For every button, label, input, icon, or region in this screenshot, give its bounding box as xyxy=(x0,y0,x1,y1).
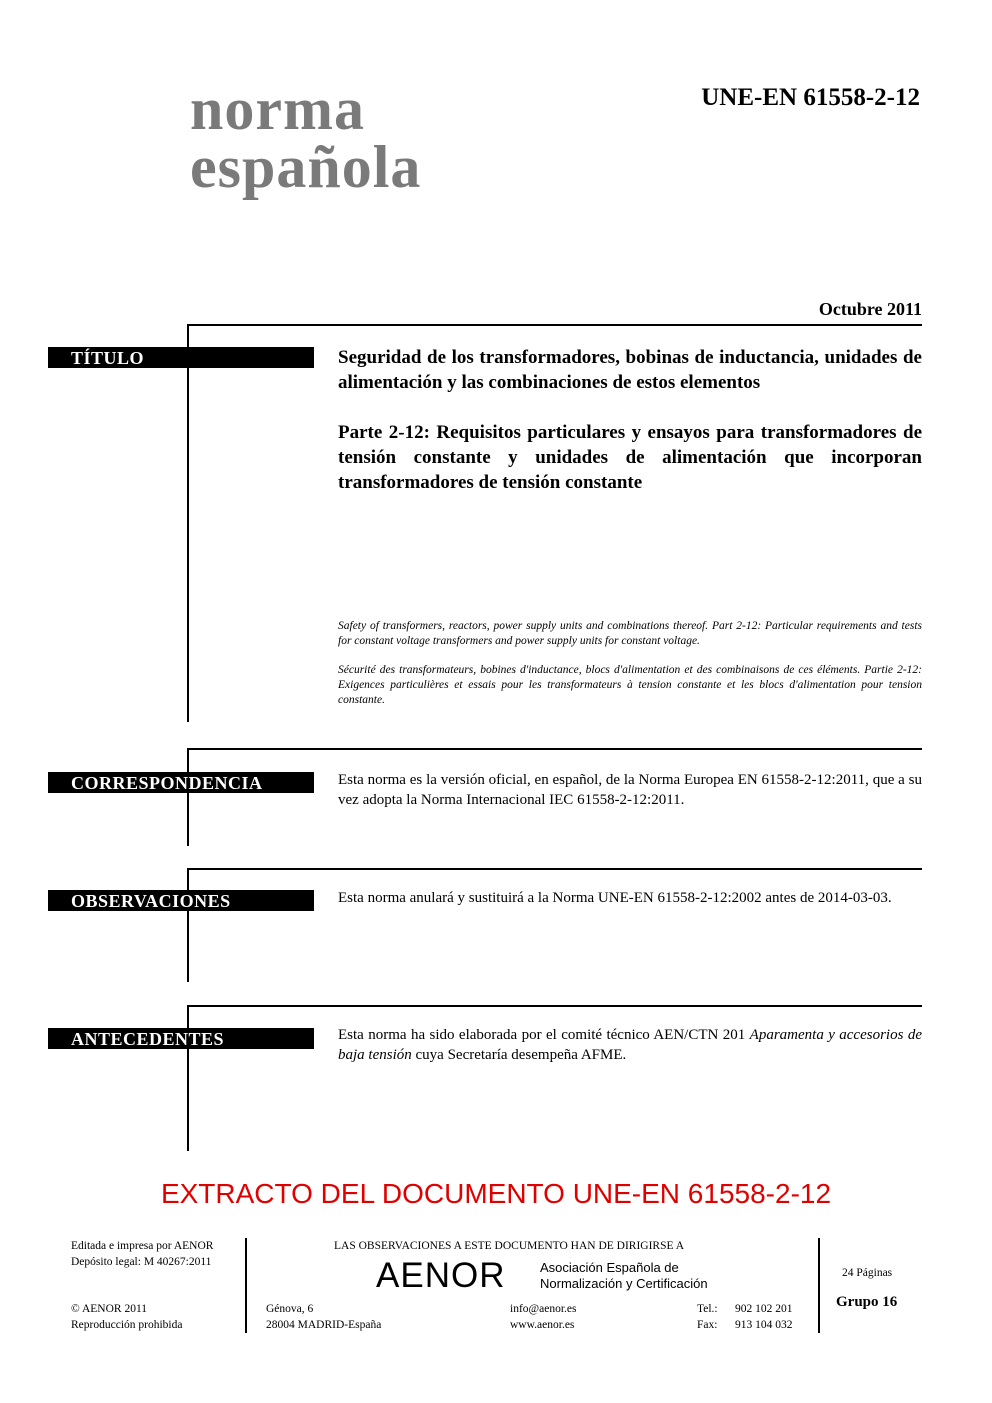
brand-line1: norma xyxy=(190,76,365,142)
aenor-assoc-line2: Normalización y Certificación xyxy=(540,1276,708,1291)
footer-pages: 24 Páginas xyxy=(842,1267,893,1279)
footer-deposit: Depósito legal: M 40267:2011 xyxy=(71,1256,212,1268)
footer-tel: 902 102 201 xyxy=(735,1303,793,1315)
antecedentes-text-end: cuya Secretaría desempeña AFME. xyxy=(411,1047,627,1063)
aenor-association-name xyxy=(540,1260,708,1292)
footer-street: Génova, 6 xyxy=(266,1303,314,1315)
section-divider xyxy=(187,748,922,750)
section-divider xyxy=(187,324,922,326)
footer-rights xyxy=(71,1301,182,1333)
section-vertical-rule xyxy=(187,868,189,982)
extract-notice: EXTRACTO DEL DOCUMENTO UNE-EN 61558-2-12 xyxy=(160,1178,832,1209)
footer-tel-label: Tel.: xyxy=(697,1303,718,1315)
title-paragraph-2: Parte 2-12: Requisitos particulares y ensayos para transformadores de tensión constante y unidades de alimentación que incorporan transformadores de tensión constante xyxy=(338,422,922,493)
footer-group: Grupo 16 xyxy=(836,1294,898,1310)
footer-email[interactable]: info@aenor.es xyxy=(510,1303,577,1315)
footer-fax: 913 104 032 xyxy=(735,1319,793,1331)
footer-copyright: © AENOR 2011 xyxy=(71,1303,148,1315)
observaciones-text: Esta norma anulará y sustituirá a la Norma UNE-EN 61558-2-12:2002 antes de 2014-03-03. xyxy=(338,890,892,906)
title-paragraph-1: Seguridad de los transformadores, bobinas de inductancia, unidades de alimentación y las combinaciones de estos elementos xyxy=(338,347,922,393)
antecedentes-committee-name: Aparamenta y accesorios de baja tensión xyxy=(338,1027,922,1063)
standard-code: UNE-EN 61558-2-12 xyxy=(701,84,920,111)
footer-divider-left xyxy=(245,1238,247,1333)
title-spanish xyxy=(338,345,922,520)
footer-web[interactable]: www.aenor.es xyxy=(510,1319,575,1331)
antecedentes-text-start: Esta norma ha sido elaborada por el comité técnico AEN/CTN 201 xyxy=(338,1027,750,1043)
section-divider xyxy=(187,1005,922,1007)
title-translations xyxy=(338,619,922,722)
footer-observations-header: LAS OBSERVACIONES A ESTE DOCUMENTO HAN DE DIRIGIRSE A xyxy=(334,1240,685,1252)
antecedentes-text xyxy=(338,1025,922,1065)
aenor-logo: AENOR xyxy=(376,1256,506,1295)
footer-reproduction: Reproducción prohibida xyxy=(71,1319,183,1331)
title-french: Sécurité des transformateurs, bobines d'inductance, blocs d'alimentation et des combinaisons de ces éléments. Partie 2-12: Exigences particulières et essais pour les transformateurs à tension constante et les blocs d'alimentation pour tension constante. xyxy=(338,664,922,706)
label-observaciones: OBSERVACIONES xyxy=(48,890,314,911)
footer-edited: Editada e impresa por AENOR xyxy=(71,1240,214,1252)
footer-address xyxy=(266,1301,381,1333)
footer-fax-label: Fax: xyxy=(697,1319,718,1331)
brand-title xyxy=(190,76,422,200)
publication-date: Octubre 2011 xyxy=(818,299,922,319)
section-divider xyxy=(187,868,922,870)
section-vertical-rule xyxy=(187,324,189,722)
label-titulo: TÍTULO xyxy=(48,347,314,368)
footer-contact-online xyxy=(510,1301,576,1333)
title-english: Safety of transformers, reactors, power supply units and combinations thereof. Part 2-12: Particular requirements and tests for constant voltage transformers and power supply units for constant voltage. xyxy=(338,620,922,647)
footer-phone-numbers xyxy=(735,1301,793,1333)
label-antecedentes: ANTECEDENTES xyxy=(48,1028,314,1049)
footer-publisher xyxy=(71,1238,213,1270)
correspondencia-text: Esta norma es la versión oficial, en español, de la Norma Europea EN 61558-2-12:2011, que a su vez adopta la Norma Internacional IEC 61558-2-12:2011. xyxy=(338,772,922,808)
footer-divider-right xyxy=(818,1238,820,1333)
aenor-assoc-line1: Asociación Española de xyxy=(540,1260,679,1275)
section-vertical-rule xyxy=(187,748,189,846)
section-vertical-rule xyxy=(187,1005,189,1151)
footer-phone-labels xyxy=(697,1301,718,1333)
label-correspondencia: CORRESPONDENCIA xyxy=(48,772,314,793)
footer-city: 28004 MADRID-España xyxy=(266,1319,382,1331)
brand-line2: española xyxy=(190,134,422,200)
